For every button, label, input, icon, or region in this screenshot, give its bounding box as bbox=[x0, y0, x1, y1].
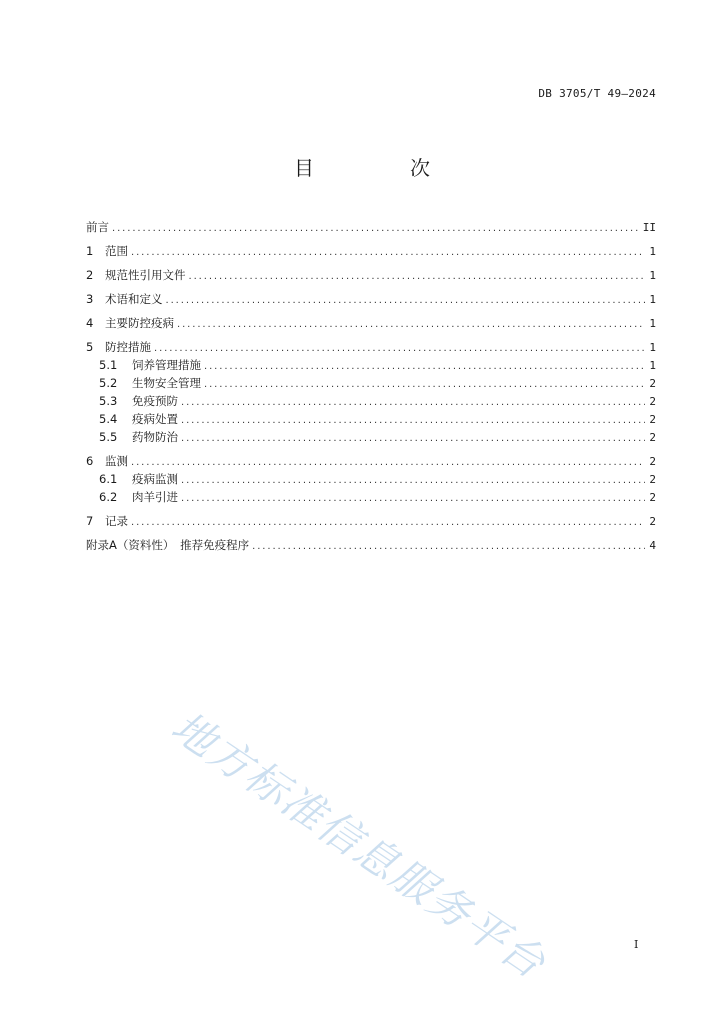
toc-entry[interactable] bbox=[86, 338, 656, 356]
toc-entry[interactable] bbox=[86, 410, 656, 428]
toc-entry-page: 2 bbox=[649, 377, 656, 390]
toc-entry-page: II bbox=[642, 221, 656, 234]
toc-entry-title: 疫病处置 bbox=[132, 412, 178, 426]
toc-dot-leader bbox=[131, 454, 645, 472]
toc-entry-page: 1 bbox=[649, 341, 656, 354]
watermark: 地方标准信息服务平台 bbox=[162, 701, 556, 989]
toc-entry-page: 2 bbox=[649, 455, 656, 468]
toc-dot-leader bbox=[131, 244, 645, 262]
toc-entry-page: 2 bbox=[649, 473, 656, 486]
toc-entry-page: 2 bbox=[649, 491, 656, 504]
toc-entry-number: 1 bbox=[86, 244, 94, 258]
toc-entry-page: 2 bbox=[649, 515, 656, 528]
toc-dot-leader bbox=[181, 394, 645, 412]
toc-entry-page: 2 bbox=[649, 431, 656, 444]
toc-entry-number: 5.5 bbox=[99, 430, 118, 444]
toc-entry[interactable] bbox=[86, 488, 656, 506]
toc-dot-leader bbox=[131, 514, 645, 532]
toc-entry-title: 饲养管理措施 bbox=[132, 358, 201, 372]
toc-dot-leader bbox=[181, 412, 645, 430]
toc-entry-title: 主要防控疫病 bbox=[105, 316, 174, 330]
toc-entry[interactable] bbox=[86, 428, 656, 446]
toc-dot-leader bbox=[189, 268, 646, 286]
toc-entry-number: 2 bbox=[86, 268, 94, 282]
toc-dot-leader bbox=[177, 316, 645, 334]
toc-entry-number: 5.2 bbox=[99, 376, 118, 390]
toc-entry-number: 6 bbox=[86, 454, 94, 468]
toc-entry-title: 术语和定义 bbox=[105, 292, 163, 306]
toc-entry-number: 6.2 bbox=[99, 490, 118, 504]
toc-entry-number: 7 bbox=[86, 514, 94, 528]
toc-dot-leader bbox=[252, 538, 645, 556]
toc-entry-number: 5.3 bbox=[99, 394, 118, 408]
toc-entry[interactable] bbox=[86, 290, 656, 308]
toc-entry[interactable] bbox=[86, 452, 656, 470]
table-of-contents bbox=[86, 218, 656, 554]
toc-entry-title: 生物安全管理 bbox=[132, 376, 201, 390]
toc-entry-number: 5 bbox=[86, 340, 94, 354]
toc-entry-page: 1 bbox=[649, 245, 656, 258]
toc-dot-leader bbox=[166, 292, 646, 310]
toc-dot-leader bbox=[204, 358, 645, 376]
toc-entry[interactable] bbox=[86, 356, 656, 374]
toc-entry-title: 疫病监测 bbox=[132, 472, 178, 486]
toc-entry-page: 1 bbox=[649, 269, 656, 282]
toc-entry-title: 附录A（资料性） 推荐免疫程序 bbox=[86, 538, 250, 552]
toc-entry-title: 药物防治 bbox=[132, 430, 178, 444]
toc-entry-title: 前言 bbox=[86, 220, 109, 234]
toc-entry-number: 5.4 bbox=[99, 412, 118, 426]
toc-dot-leader bbox=[154, 340, 645, 358]
toc-entry[interactable] bbox=[86, 470, 656, 488]
toc-entry-page: 4 bbox=[649, 539, 656, 552]
standard-code: DB 3705/T 49—2024 bbox=[538, 87, 656, 100]
toc-entry-title: 范围 bbox=[105, 244, 128, 258]
toc-dot-leader bbox=[181, 490, 645, 508]
toc-entry-page: 1 bbox=[649, 359, 656, 372]
page-number: I bbox=[634, 938, 639, 951]
toc-entry[interactable] bbox=[86, 242, 656, 260]
toc-entry-title: 肉羊引进 bbox=[132, 490, 178, 504]
toc-dot-leader bbox=[181, 472, 645, 490]
toc-entry[interactable] bbox=[86, 374, 656, 392]
toc-entry-page: 1 bbox=[649, 293, 656, 306]
toc-entry-number: 5.1 bbox=[99, 358, 118, 372]
toc-entry-page: 2 bbox=[649, 413, 656, 426]
toc-entry-number: 3 bbox=[86, 292, 94, 306]
page-title: 目 次 bbox=[294, 156, 468, 180]
toc-entry[interactable] bbox=[86, 536, 656, 554]
toc-entry-number: 6.1 bbox=[99, 472, 118, 486]
toc-entry-page: 2 bbox=[649, 395, 656, 408]
toc-entry[interactable] bbox=[86, 512, 656, 530]
toc-dot-leader bbox=[204, 376, 645, 394]
toc-dot-leader bbox=[181, 430, 645, 448]
toc-entry-page: 1 bbox=[649, 317, 656, 330]
toc-dot-leader bbox=[112, 220, 640, 238]
toc-entry-title: 免疫预防 bbox=[132, 394, 178, 408]
toc-entry[interactable] bbox=[86, 314, 656, 332]
toc-entry-title: 监测 bbox=[105, 454, 128, 468]
toc-entry-title: 记录 bbox=[105, 514, 128, 528]
toc-entry[interactable] bbox=[86, 218, 656, 236]
toc-entry[interactable] bbox=[86, 392, 656, 410]
toc-entry-title: 规范性引用文件 bbox=[105, 268, 186, 282]
toc-entry-title: 防控措施 bbox=[105, 340, 151, 354]
toc-entry[interactable] bbox=[86, 266, 656, 284]
toc-entry-number: 4 bbox=[86, 316, 94, 330]
